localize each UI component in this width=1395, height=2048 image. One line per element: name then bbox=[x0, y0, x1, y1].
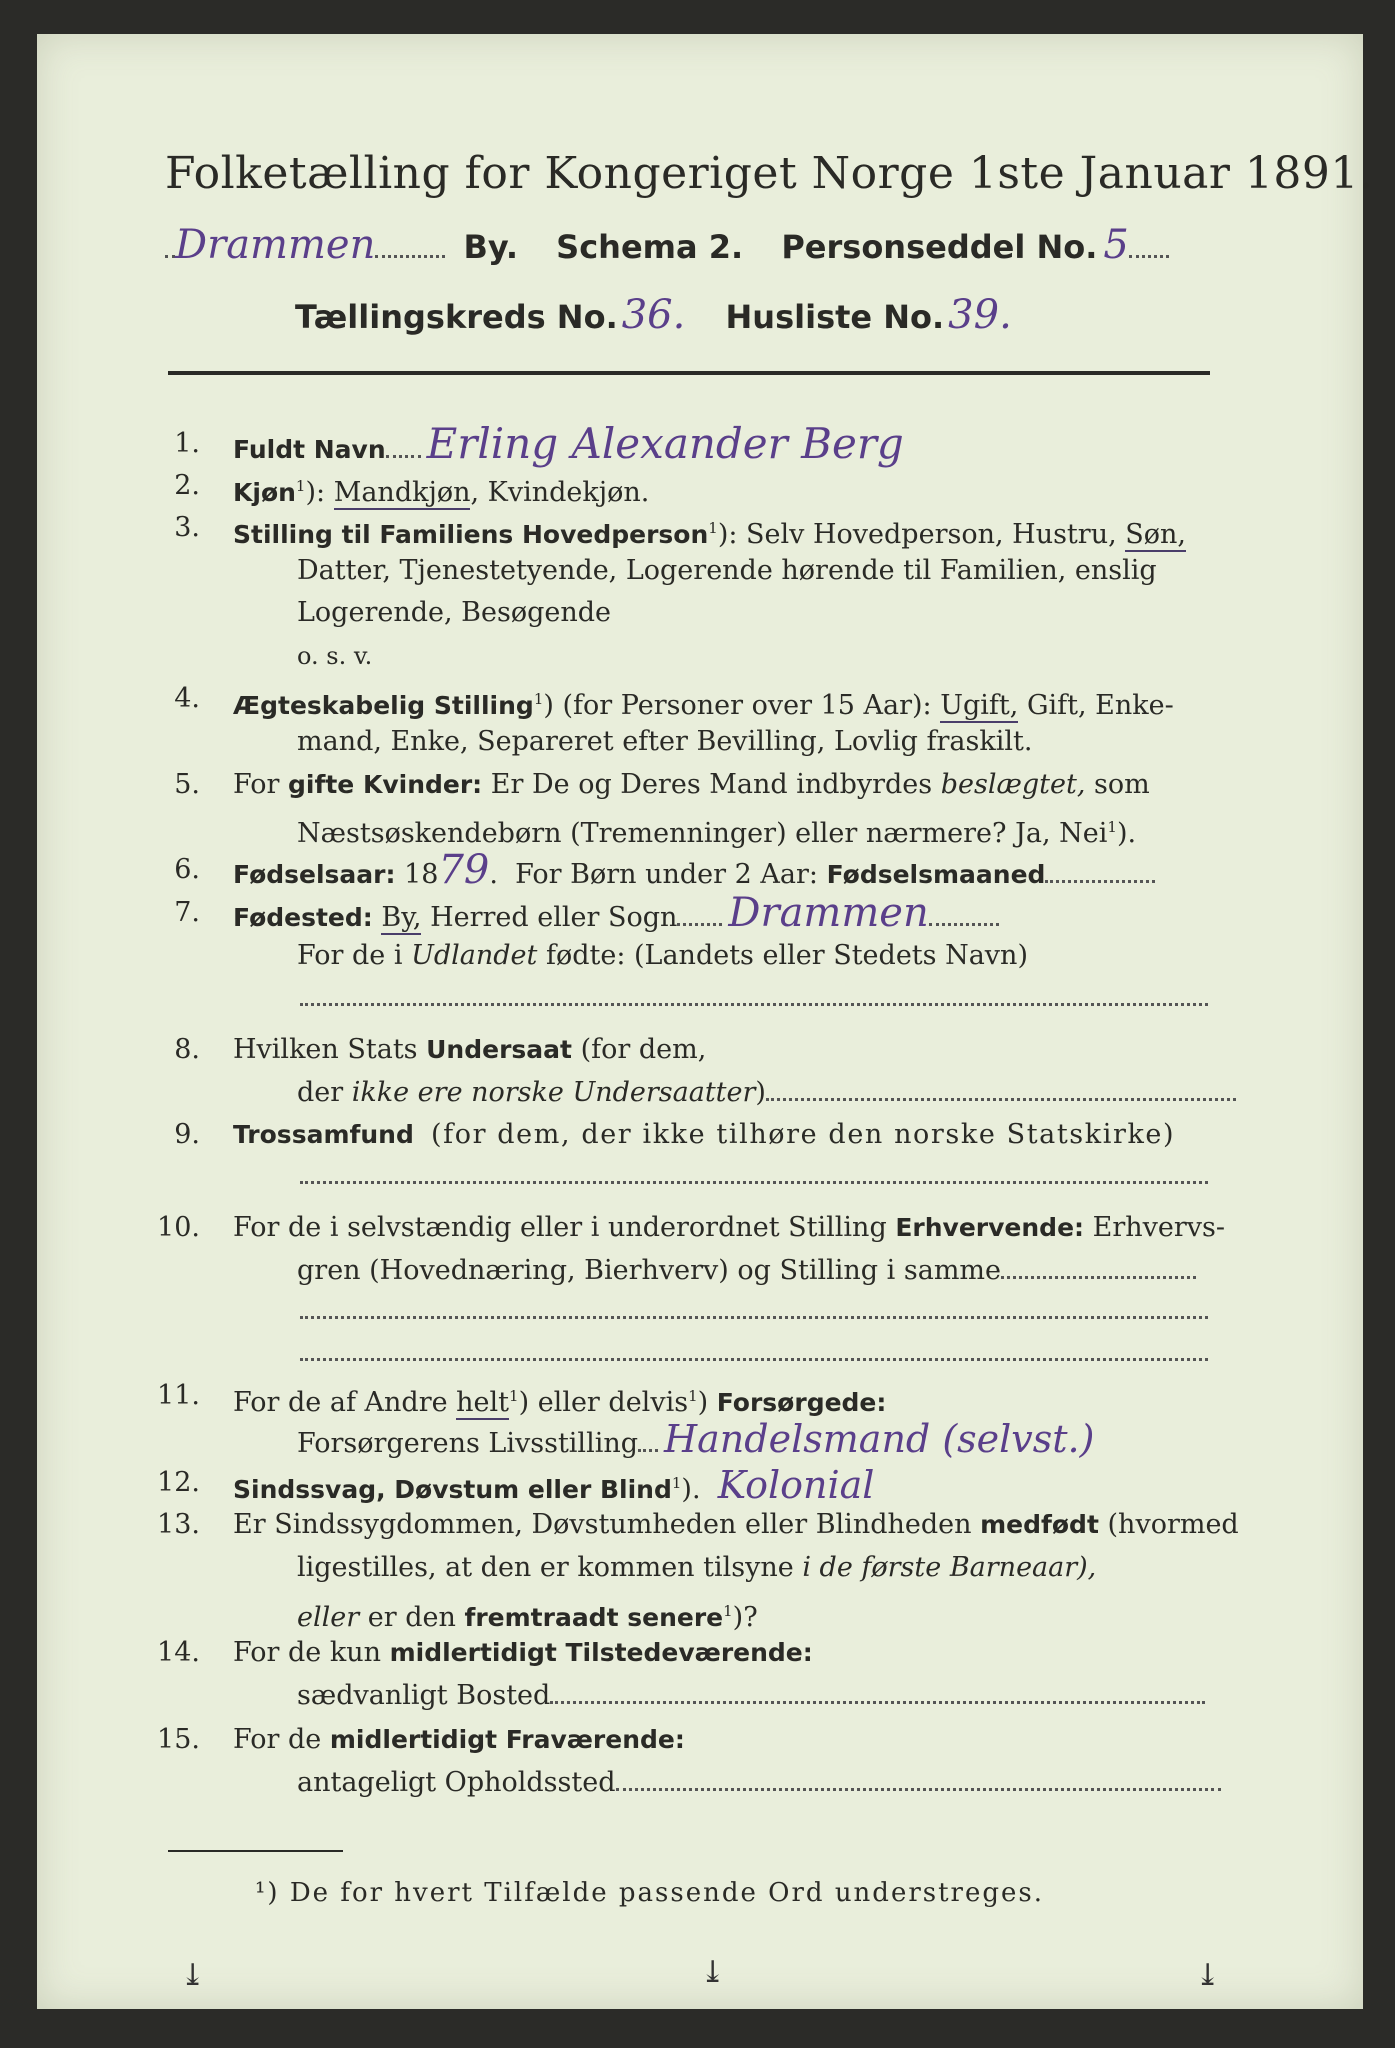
marital-status-line2: mand, Enke, Separeret efter Bevilling, Lovlig fraskilt. bbox=[297, 726, 1033, 757]
footnote: ¹) De for hvert Tilfælde passende Ord understreges. bbox=[255, 1878, 1045, 1908]
congenital-question: Er Sindssygdommen, Døvstumheden eller Blindheden bbox=[233, 1509, 972, 1540]
item-citizenship bbox=[233, 1034, 706, 1066]
corner-mark-icon: ⤓ bbox=[1195, 1958, 1221, 1993]
occupation-line2 bbox=[297, 1255, 1196, 1287]
item-number: 10. bbox=[157, 1212, 200, 1243]
citizenship-note: (for dem, bbox=[580, 1034, 707, 1065]
family-position-line2: Datter, Tjenestetyende, Logerende hørende til Familien, enslig bbox=[297, 555, 1157, 586]
item-temporary-absent bbox=[233, 1724, 685, 1756]
supported-label: Forsørgede: bbox=[716, 1388, 887, 1417]
congenital-line2-a: ligestilles, at den er kommen tilsyne bbox=[297, 1552, 794, 1583]
form-title: Folketælling for Kongeriget Norge 1ste Januar 1891. bbox=[165, 148, 1374, 199]
temporary-present-label: midlertidigt Tilstedeværende: bbox=[389, 1638, 813, 1667]
item-family-position: Stilling til Familiens Hovedperson$^1$): Selv Hovedperson, Hustru, Søn, bbox=[233, 519, 1186, 550]
personseddel-label: Personseddel No. bbox=[781, 228, 1098, 266]
item-gender: Kjøn$^1$): Mandkjøn, Kvindekjøn. bbox=[233, 477, 650, 508]
occupation-label: Erhvervende: bbox=[895, 1213, 1085, 1242]
item-supported: For de af Andre helt$^1$) eller delvis$^1$) Forsørgede: bbox=[233, 1387, 887, 1418]
birthplace-line2-italic: Udlandet bbox=[411, 940, 538, 971]
item-number: 5. bbox=[174, 769, 200, 800]
husliste-value: 39. bbox=[948, 292, 1012, 338]
item-number: 3. bbox=[174, 512, 200, 543]
item-number: 1. bbox=[174, 428, 200, 459]
kreds-value: 36. bbox=[621, 292, 686, 338]
item-birth-year: Fødselsaar: 1879. For Børn under 2 Aar: Fødselsmaaned bbox=[233, 854, 1155, 891]
item-number: 9. bbox=[174, 1119, 200, 1150]
item-number: 15. bbox=[157, 1724, 200, 1755]
birthplace-label: Fødested: bbox=[233, 903, 373, 932]
married-women-line2: Næstsøskendebørn (Tremenninger) eller nærmere? Ja, Nei$^1$). bbox=[297, 818, 1137, 849]
congenital-tail: (hvormed bbox=[1107, 1509, 1239, 1540]
marital-status-note: (for Personer over 15 Aar): bbox=[562, 690, 932, 721]
supported-selected: helt bbox=[456, 1387, 510, 1418]
item-religion bbox=[233, 1119, 1175, 1151]
married-women-label: gifte Kvinder: bbox=[288, 770, 483, 799]
citizenship-line2: der ikke ere norske Undersaatter) bbox=[297, 1077, 1236, 1109]
provider-label: Forsørgerens Livsstilling bbox=[297, 1428, 639, 1459]
marital-status-selected: Ugift, bbox=[940, 690, 1019, 721]
item-number: 11. bbox=[157, 1380, 200, 1411]
birth-year-value: 79 bbox=[438, 847, 490, 893]
citizenship-prefix: Hvilken Stats bbox=[233, 1034, 418, 1065]
full-name-label: Fuldt Navn bbox=[233, 435, 386, 464]
citizenship-line2-italic: ikke ere norske Undersaatter bbox=[351, 1077, 756, 1108]
birth-year-label: Fødselsaar: bbox=[233, 860, 396, 889]
item-temporary-present bbox=[233, 1637, 813, 1669]
item-number: 7. bbox=[174, 897, 200, 928]
item-marital-status: Ægteskabelig Stilling$^1$) (for Personer over 15 Aar): Ugift, Gift, Enke- bbox=[233, 690, 1174, 721]
husliste-label: Husliste No. bbox=[725, 298, 945, 336]
gender-selected: Mandkjøn bbox=[333, 477, 471, 508]
congenital-label: medfødt bbox=[980, 1510, 1099, 1539]
by-label: By. bbox=[463, 228, 518, 266]
temporary-present-line2 bbox=[297, 1680, 1205, 1712]
birth-month-label: Fødselsmaaned bbox=[826, 860, 1046, 889]
center-mark-icon: ⤓ bbox=[700, 1955, 726, 1990]
disability-value: Kolonial bbox=[717, 1463, 875, 1507]
gender-label: Kjøn bbox=[233, 478, 296, 507]
footnote-ref: 1 bbox=[708, 519, 718, 537]
kreds-label: Tællingskreds No. bbox=[295, 298, 618, 336]
married-women-line2-text: Næstsøskendebørn (Tremenninger) eller nærmere? Ja, Nei bbox=[297, 818, 1108, 849]
provider-value: Handelsmand (selvst.) bbox=[664, 1417, 1095, 1461]
congenital-line2-italic: i de første Barneaar), bbox=[802, 1552, 1097, 1583]
footnote-ref: 1 bbox=[533, 690, 544, 708]
married-women-prefix: For bbox=[233, 769, 280, 800]
occupation-line2-text: gren (Hovednæring, Bierhverv) og Stilling i samme bbox=[297, 1255, 1002, 1286]
blank-line bbox=[300, 1181, 1208, 1184]
temporary-absent-line2 bbox=[297, 1767, 1221, 1799]
item-birthplace bbox=[233, 890, 999, 936]
family-position-selected: Søn, bbox=[1125, 519, 1186, 550]
marital-status-options: Gift, Enke- bbox=[1026, 690, 1174, 721]
family-position-options: Selv Hovedperson, Hustru, bbox=[746, 519, 1117, 550]
temporary-absent-label: midlertidigt Fraværende: bbox=[329, 1725, 685, 1754]
birth-year-prefix: 18 bbox=[404, 859, 439, 890]
header-divider bbox=[168, 371, 1210, 375]
birth-month-note: For Børn under 2 Aar: bbox=[515, 859, 818, 890]
item-number: 13. bbox=[157, 1509, 200, 1540]
probable-residence-label: antageligt Opholdssted bbox=[297, 1767, 616, 1798]
item-congenital bbox=[233, 1509, 1239, 1541]
blank-line bbox=[300, 1003, 1208, 1006]
schema-label: Schema 2. bbox=[556, 228, 744, 266]
religion-label: Trossamfund bbox=[233, 1120, 414, 1149]
item-full-name bbox=[233, 419, 904, 468]
full-name-value: Erling Alexander Berg bbox=[426, 419, 904, 468]
item-disability: Sindssvag, Døvstum eller Blind$^1$). Kolonial bbox=[233, 1463, 875, 1507]
married-women-tail: som bbox=[1094, 769, 1150, 800]
supported-options: eller delvis bbox=[537, 1387, 689, 1418]
family-position-line4: o. s. v. bbox=[297, 642, 373, 670]
item-occupation bbox=[233, 1212, 1225, 1244]
item-number: 12. bbox=[157, 1467, 200, 1498]
temporary-absent-prefix: For de bbox=[233, 1724, 322, 1755]
by-value: Drammen bbox=[175, 222, 376, 268]
item-married-women bbox=[233, 769, 1150, 801]
temporary-present-prefix: For de kun bbox=[233, 1637, 381, 1668]
citizenship-label: Undersaat bbox=[426, 1035, 572, 1064]
congenital-line3-label: fremtraadt senere bbox=[464, 1603, 724, 1632]
usual-residence-label: sædvanligt Bosted bbox=[297, 1680, 551, 1711]
occupation-tail: Erhvervs- bbox=[1092, 1212, 1226, 1243]
birthplace-line2-b: fødte: (Landets eller Stedets Navn) bbox=[545, 940, 1028, 971]
congenital-line2 bbox=[297, 1552, 1096, 1584]
footnote-divider bbox=[168, 1850, 343, 1852]
marital-status-label: Ægteskabelig Stilling bbox=[233, 691, 534, 720]
religion-note: (for dem, der ikke tilhøre den norske Statskirke) bbox=[431, 1119, 1176, 1150]
disability-label: Sindssvag, Døvstum eller Blind bbox=[233, 1475, 672, 1504]
item-number: 2. bbox=[174, 470, 200, 501]
header-line-by bbox=[165, 222, 1169, 268]
married-women-question: Er De og Deres Mand indbyrdes bbox=[490, 769, 933, 800]
citizenship-line2-a: der bbox=[297, 1077, 344, 1108]
blank-line bbox=[300, 1358, 1208, 1361]
gender-options: , Kvindekjøn. bbox=[470, 477, 650, 508]
birthplace-line2-a: For de i bbox=[297, 940, 403, 971]
birthplace-selected: By, bbox=[381, 902, 422, 933]
congenital-line3-a: er den bbox=[367, 1602, 456, 1633]
birthplace-options: Herred eller Sogn bbox=[430, 902, 678, 933]
personseddel-value: 5 bbox=[1103, 222, 1129, 268]
blank-line bbox=[300, 1316, 1208, 1319]
occupation-prefix: For de i selvstændig eller i underordnet Stilling bbox=[233, 1212, 887, 1243]
supported-prefix: For de af Andre bbox=[233, 1387, 448, 1418]
birthplace-value: Drammen bbox=[728, 890, 929, 936]
header-line-kreds bbox=[295, 292, 1012, 338]
married-women-italic: beslægtet, bbox=[940, 769, 1086, 800]
birthplace-line2 bbox=[297, 940, 1028, 972]
item-number: 4. bbox=[174, 683, 200, 714]
supported-line2 bbox=[297, 1417, 1095, 1461]
family-position-line3: Logerende, Besøgende bbox=[297, 597, 611, 628]
corner-mark-icon: ⤓ bbox=[180, 1958, 206, 1993]
item-number: 14. bbox=[157, 1637, 200, 1668]
item-number: 8. bbox=[174, 1034, 200, 1065]
footnote-ref: 1 bbox=[295, 477, 306, 495]
congenital-line3: eller er den fremtraadt senere$^1$)? bbox=[297, 1602, 758, 1633]
family-position-label: Stilling til Familiens Hovedperson bbox=[233, 520, 709, 549]
item-number: 6. bbox=[174, 854, 200, 885]
congenital-line3-italic: eller bbox=[297, 1602, 360, 1633]
